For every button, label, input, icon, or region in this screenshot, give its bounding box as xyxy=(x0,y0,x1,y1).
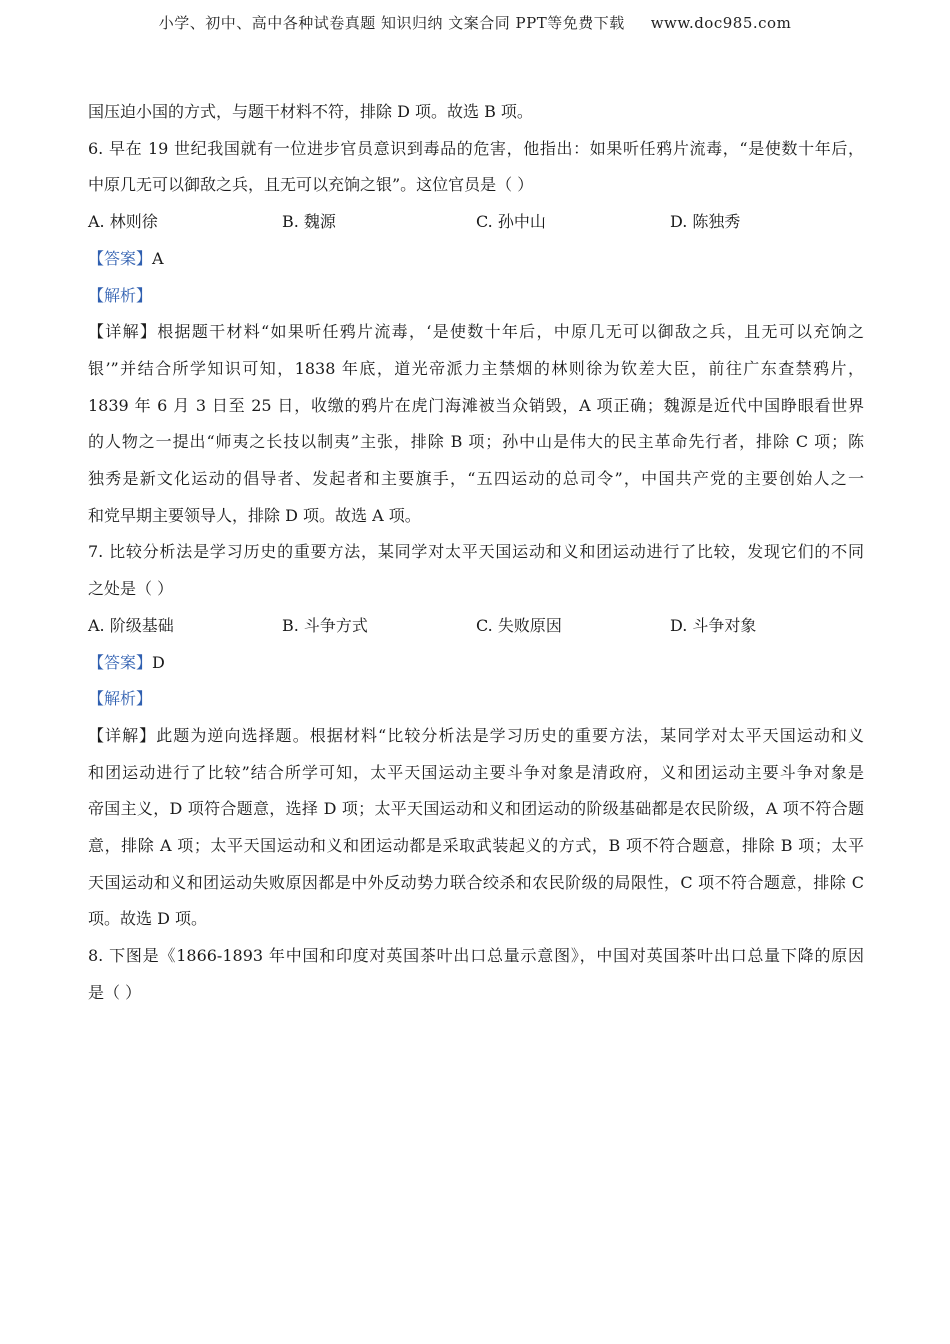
question-7-option-d: D. 斗争对象 xyxy=(670,615,757,635)
question-6-stem-line-1: 6. 早在 19 世纪我国就有一位进步官员意识到毒品的危害，他指出：如果听任鸦片流毒，“是使数十年后， xyxy=(88,138,864,158)
previous-question-tail: 国压迫小国的方式，与题干材料不符，排除 D 项。故选 B 项。 xyxy=(88,102,533,121)
question-7-stem-line-2: 之处是（ ） xyxy=(88,579,174,599)
question-6-stem-line-2: 中原几无可以御敌之兵，且无可以充饷之银”。这位官员是（ ） xyxy=(88,175,534,195)
question-6-detail-line-3: 1839 年 6 月 3 日至 25 日，收缴的鸦片在虎门海滩被当众销毁，A 项正确；魏源是近代中国睁眼看世界 xyxy=(88,395,864,415)
answer-tag: 【答案】 xyxy=(88,248,153,268)
question-6 xyxy=(88,131,864,535)
question-6-analysis-tag: 【解析】 xyxy=(88,285,153,305)
question-7-detail-line-6: 项。故选 D 项。 xyxy=(88,909,208,929)
detail-text: 根据题干材料“如果听任鸦片流毒，‘是使数十年后，中原几无可以御敌之兵，且无可以充饷之 xyxy=(157,322,864,342)
question-6-detail-line-1 xyxy=(88,314,864,351)
detail-tag: 【详解】 xyxy=(88,725,157,745)
page-header xyxy=(0,12,950,33)
question-8 xyxy=(88,938,864,1011)
question-6-detail-line-4: 的人物之一提出“师夷之长技以制夷”主张，排除 B 项；孙中山是伟大的民主革命先行者，排除 C 项；陈 xyxy=(88,432,864,452)
detail-tag: 【详解】 xyxy=(88,322,158,342)
question-7-detail-line-5: 天国运动和义和团运动失败原因都是中外反动势力联合绞杀和农民阶级的局限性，C 项不符合题意，排除 C xyxy=(88,872,864,892)
question-7-analysis-tag: 【解析】 xyxy=(88,689,153,709)
question-6-answer xyxy=(88,241,864,278)
question-7 xyxy=(88,534,864,938)
question-6-option-d: D. 陈独秀 xyxy=(670,212,741,232)
question-7-detail-line-1 xyxy=(88,718,864,755)
answer-tag: 【答案】 xyxy=(88,652,153,672)
question-7-stem-line-1: 7. 比较分析法是学习历史的重要方法，某同学对太平天国运动和义和团运动进行了比较，发现它们的不同 xyxy=(88,542,864,562)
question-6-options xyxy=(88,204,864,241)
question-8-stem-line-1: 8. 下图是《1866-1893 年中国和印度对英国茶叶出口总量示意图》，中国对英国茶叶出口总量下降的原因 xyxy=(88,946,864,966)
question-7-answer xyxy=(88,645,864,682)
question-7-option-b: B. 斗争方式 xyxy=(282,615,368,635)
question-8-stem-line-2: 是（ ） xyxy=(88,982,142,1002)
document-body xyxy=(88,94,864,1012)
question-7-options xyxy=(88,608,864,645)
question-7-detail-line-3: 帝国主义，D 项符合题意，选择 D 项；太平天国运动和义和团运动的阶级基础都是农民阶级，A 项不符合题 xyxy=(88,799,864,819)
header-text: 小学、初中、高中各种试卷真题 知识归纳 文案合同 PPT等免费下载 xyxy=(158,14,625,32)
detail-text: 此题为逆向选择题。根据材料“比较分析法是学习历史的重要方法，某同学对太平天国运动和义 xyxy=(156,725,864,745)
question-6-option-a: A. 林则徐 xyxy=(88,212,158,232)
answer-value: A xyxy=(152,248,164,268)
question-6-option-c: C. 孙中山 xyxy=(476,212,546,232)
question-6-detail-line-5: 独秀是新文化运动的倡导者、发起者和主要旗手，“五四运动的总司令”，中国共产党的主要创始人之一 xyxy=(88,469,864,489)
question-7-detail-line-4: 意，排除 A 项；太平天国运动和义和团运动都是采取武装起义的方式，B 项不符合题意，排除 B 项；太平 xyxy=(88,836,864,856)
question-6-option-b: B. 魏源 xyxy=(282,212,336,232)
header-site-link[interactable]: www.doc985.com xyxy=(650,14,792,32)
question-6-detail-line-2: 银’”并结合所学知识可知，1838 年底，道光帝派力主禁烟的林则徐为钦差大臣，前往广东查禁鸦片， xyxy=(88,358,864,378)
answer-value: D xyxy=(152,652,165,672)
question-7-option-a: A. 阶级基础 xyxy=(88,615,174,635)
question-7-detail-line-2: 和团运动进行了比较”结合所学可知，太平天国运动主要斗争对象是清政府，义和团运动主要斗争对象是 xyxy=(88,762,864,782)
question-7-option-c: C. 失败原因 xyxy=(476,615,562,635)
question-6-detail-line-6: 和党早期主要领导人，排除 D 项。故选 A 项。 xyxy=(88,505,421,525)
